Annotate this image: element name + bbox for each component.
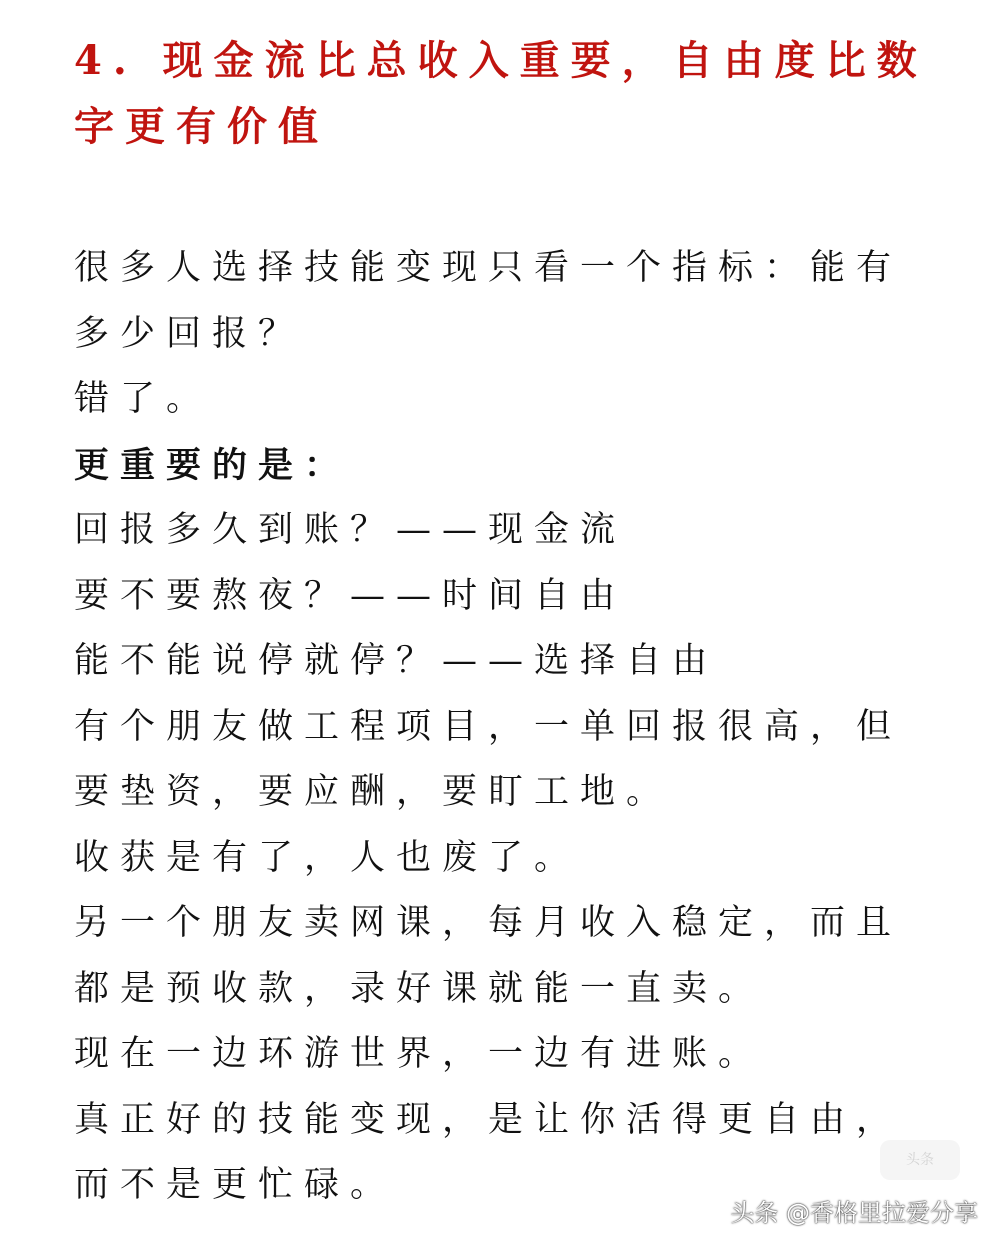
emphasis-line: 更重要的是： <box>74 444 351 486</box>
author-credit: 头条 @香格里拉爱分享 <box>730 1199 978 1227</box>
paragraph-line: 现在一边环游世界，一边有进账。 <box>74 1034 765 1074</box>
paragraph-line: 错了。 <box>74 379 213 419</box>
paragraph-line: 要不要熬夜？——时间自由 <box>74 575 627 616</box>
paragraph-line: 回报多久到账？——现金流 <box>74 510 627 550</box>
paragraph-line: 有个朋友做工程项目，一单回报很高，但要垫资，要应酬，要盯工地。 <box>74 706 903 812</box>
article-body <box>74 236 928 1219</box>
paragraph-line: 另一个朋友卖网课，每月收入稳定，而且都是预收款，录好课就能一直卖。 <box>74 903 903 1009</box>
section-heading: 4. 现金流比总收入重要，自由度比数字更有价值 <box>74 37 928 150</box>
paragraph-line: 很多人选择技能变现只看一个指标：能有多少回报？ <box>74 248 903 354</box>
paragraph-line: 收获是有了，人也废了。 <box>74 837 581 878</box>
paragraph-line: 真正好的技能变现，是让你活得更自由，而不是更忙碌。 <box>74 1099 903 1205</box>
watermark-badge: 头条 <box>880 1140 960 1180</box>
paragraph-line: 能不能说停就停？——选择自由 <box>74 641 719 681</box>
